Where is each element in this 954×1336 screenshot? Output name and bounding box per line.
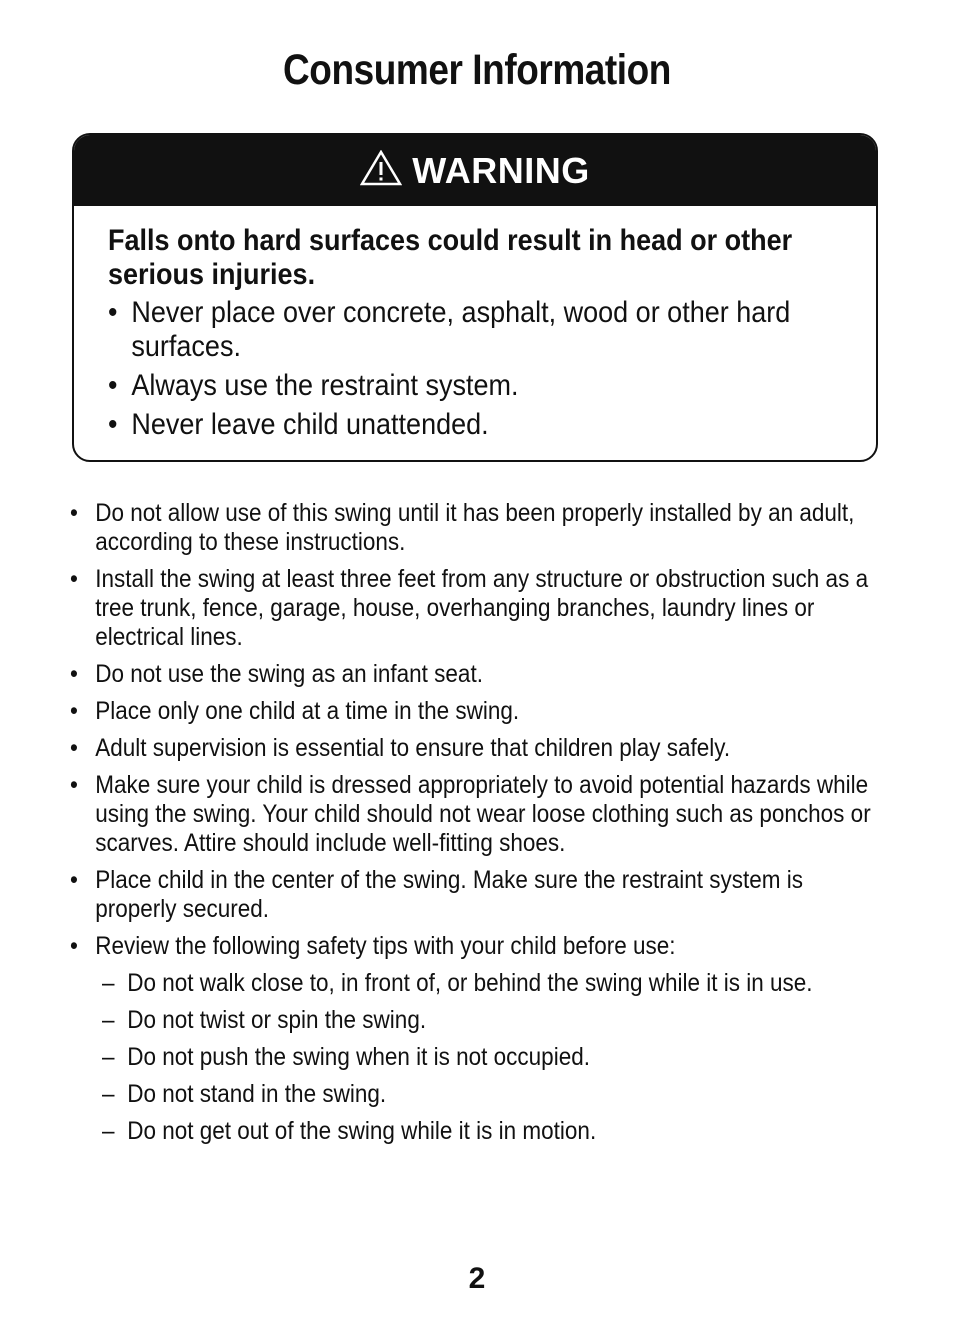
safety-list <box>70 499 890 1154</box>
warning-label: WARNING <box>412 149 590 191</box>
sub-list-item: – Do not push the swing when it is not occupied. <box>102 1043 590 1071</box>
page-number: 2 <box>468 1262 486 1295</box>
warning-box <box>72 133 878 462</box>
list-item: • Place only one child at a time in the swing. <box>70 697 520 725</box>
list-item: • Adult supervision is essential to ensure that children play safely. <box>70 734 731 762</box>
sub-list-item: – Do not twist or spin the swing. <box>102 1006 427 1034</box>
list-item: • Install the swing at least three feet from any structure or obstruction such as a tree trunk, fence, garage, house, overhanging branches, laundry lines or electrical lines. <box>70 565 869 651</box>
warning-triangle-icon <box>360 150 402 191</box>
warning-item: • Never leave child unattended. <box>108 408 489 441</box>
list-item: • Review the following safety tips with your child before use: <box>70 932 676 960</box>
warning-item: • Never place over concrete, asphalt, wood or other hard surfaces. <box>108 296 791 363</box>
sub-list-item: – Do not stand in the swing. <box>102 1080 387 1108</box>
list-item: • Place child in the center of the swing. Make sure the restraint system is properly secured. <box>70 866 804 923</box>
warning-item: • Always use the restraint system. <box>108 369 519 402</box>
page-title: Consumer Information <box>283 46 671 94</box>
list-item: • Make sure your child is dressed appropriately to avoid potential hazards while using the swing. Your child should not wear loose clothing such as ponchos or scarves. Attire should include well-fitting shoes. <box>70 771 871 857</box>
sub-list-item: – Do not get out of the swing while it is in motion. <box>102 1117 597 1145</box>
sub-list-item: – Do not walk close to, in front of, or behind the swing while it is in use. <box>102 969 813 997</box>
warning-header <box>74 135 876 206</box>
warning-body <box>74 206 876 442</box>
list-item: • Do not use the swing as an infant seat. <box>70 660 483 688</box>
list-item: • Do not allow use of this swing until it has been properly installed by an adult, according to these instructions. <box>70 499 855 556</box>
warning-lead: Falls onto hard surfaces could result in head or other serious injuries. <box>108 224 793 291</box>
